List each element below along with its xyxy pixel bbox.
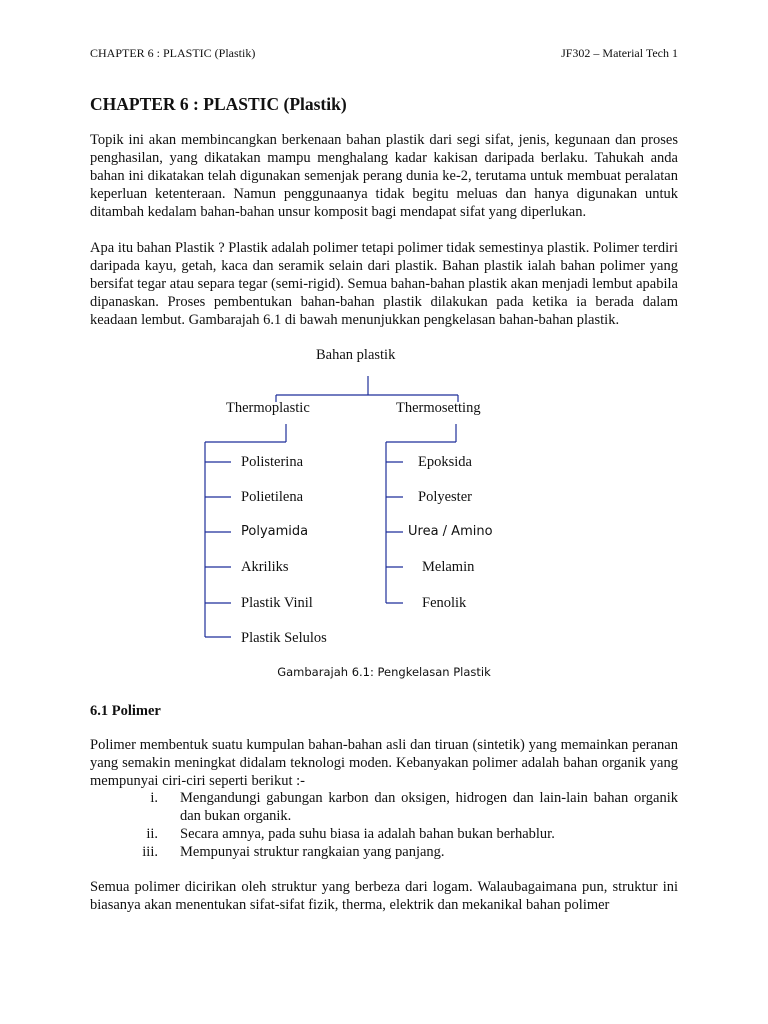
diagram-root-label: Bahan plastik [316,347,396,363]
diagram-thermoplastic-label: Thermoplastic [226,400,310,416]
thermoplastic-item: Plastik Selulos [241,630,327,646]
thermoplastic-item: Akriliks [241,559,289,575]
thermoplastic-item: Plastik Vinil [241,595,313,611]
list-text: Mengandungi gabungan karbon dan oksigen, hidrogen dan lain-lain bahan organik dan bukan organik. [180,790,678,824]
thermosetting-item: Urea / Amino [408,524,493,539]
definition-paragraph: Apa itu bahan Plastik ? Plastik adalah polimer tetapi polimer tidak semestinya plastik. Polimer terdiri daripada kayu, getah, kaca dan seramik selain dari plastik. Bahan plastik ialah bahan polimer yang bersifat tegar atau separa tegar (semi-rigid). Semua bahan-bahan plastik akan menjadi lembut apabila dipanaskan. Proses pembentukan bahan-bahan plastik dilakukan pada ketika ia berada dalam keadaan lembut. Gambarajah 6.1 di bawah menunjukkan pengkelasan bahan-bahan plastik. [90,240,678,328]
closing-paragraph: Semua polimer dicirikan oleh struktur yang berbeza dari logam. Walaubagaimana pun, struktur ini biasanya akan menentukan sifat-sifat fizik, therma, elektrik dan mekanikal bahan polimer [90,879,678,913]
thermoplastic-item: Polietilena [241,489,304,505]
header-chapter: CHAPTER 6 : PLASTIC (Plastik) [90,46,256,60]
intro-paragraph: Topik ini akan membincangkan berkenaan bahan plastik dari segi sifat, jenis, kegunaan dan proses penghasilan, yang dikatakan mampu menghalang kadar kakisan daripada berlaku. Tahukah anda bahan ini dikatakan telah digunakan semenjak perang dunia ke-2, terutama untuk membuat peralatan keperluan ketenteraan. Namun penggunaanya tidak begitu meluas dan hanya digunakan untuk ditambah kedalam bahan-bahan unsur komposit bagi mendapat sifat yang diperlukan. [90,132,678,220]
list-text: Mempunyai struktur rangkaian yang panjang. [180,844,445,860]
header-course: JF302 – Material Tech 1 [561,46,678,60]
thermosetting-item: Epoksida [418,454,472,470]
diagram-thermosetting-label: Thermosetting [396,400,481,416]
section-intro-paragraph: Polimer membentuk suatu kumpulan bahan-bahan asli dan tiruan (sintetik) yang memainkan peranan yang semakin meningkat didalam teknologi moden. Kebanyakan polimer adalah bahan organik yang mempunyai ciri-ciri seperti berikut :- [90,737,678,789]
list-number: i. [150,790,158,806]
section-title: 6.1 Polimer [90,703,161,719]
figure-caption: Gambarajah 6.1: Pengkelasan Plastik [277,665,491,679]
thermosetting-item: Fenolik [422,595,467,611]
thermosetting-item: Polyester [418,489,472,505]
thermoplastic-item: Polisterina [241,454,304,470]
chapter-title: CHAPTER 6 : PLASTIC (Plastik) [90,94,347,114]
thermoplastic-item: Polyamida [241,524,309,539]
thermosetting-item: Melamin [422,559,475,575]
list-number: iii. [142,844,158,860]
list-number: ii. [146,826,158,842]
list-text: Secara amnya, pada suhu biasa ia adalah bahan bukan berhablur. [180,826,555,842]
